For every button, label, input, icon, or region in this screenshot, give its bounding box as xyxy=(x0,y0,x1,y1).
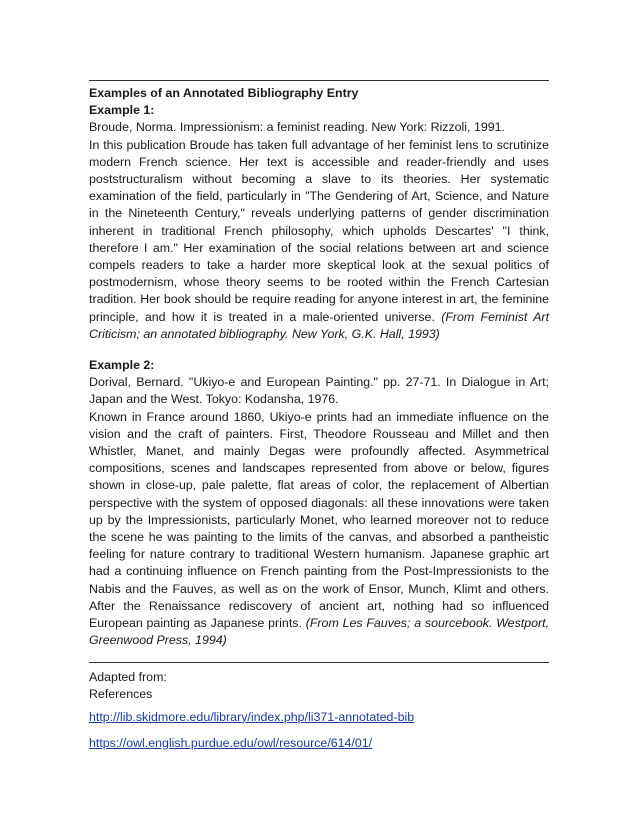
example-2-label: Example 2: xyxy=(89,358,155,373)
adapted-from-label: Adapted from: xyxy=(89,669,167,684)
example-1-source: (From Feminist Art Criticism; an annotated bibliography. New York, G.K. Hall, 1993) xyxy=(89,309,550,341)
example-2-body: Known in France around 1860, Ukiyo-e prints had an immediate influence on the vision and the craft of painters. First, Theodore Rousseau and Millet and then Whistler, Manet, and mainly Degas were profoundly affected. Asymmetrical compositions, scenes and landscapes represented from above or below, figures shown in close-up, pale palette, flat areas of color, the replacement of Albertian perspective with the system of opposed diagonals: all these innovations were taken up by the Impressionists, particularly Monet, who learned moreover not to reduce the scene he was painting to the limits of the canvas, and absorbed a pantheistic feeling for nature contrary to traditional Western humanism. Japanese graphic art had a continuing influence on French painting from the Post-Impressionists to the Nabis and the Fauves, as well as on the work of Ensor, Munch, Klimt and others. After the Renaissance rediscovery of ancient art, nothing had so influenced European painting as Japanese prints. xyxy=(89,409,549,631)
example-2-source: (From Les Fauves; a sourcebook. Westport, Greenwood Press, 1994) xyxy=(89,616,550,648)
reference-link-purdue-owl[interactable]: https://owl.english.purdue.edu/owl/resource/614/01/ xyxy=(89,736,373,751)
example-2-annotation xyxy=(89,409,549,650)
document-heading: Examples of an Annotated Bibliography Entry xyxy=(89,86,359,100)
example-2-citation: Dorival, Bernard. "Ukiyo-e and European Painting." pp. 27-71. In Dialogue in Art; Japan and the West. Tokyo: Kodansha, 1976. xyxy=(89,375,549,407)
reference-link-skidmore[interactable]: http://lib.skidmore.edu/library/index.php/li371-annotated-bib xyxy=(89,709,415,724)
document-body xyxy=(89,80,549,752)
top-divider xyxy=(89,80,549,81)
references-label: References xyxy=(89,686,153,701)
example-1-citation: Broude, Norma. Impressionism: a feminist reading. New York: Rizzoli, 1991. xyxy=(89,120,505,135)
example-1-annotation xyxy=(89,137,549,343)
bottom-divider xyxy=(89,662,549,663)
example-1-body: In this publication Broude has taken full advantage of her feminist lens to scrutinize modern French science. Her text is accessible and reader-friendly and uses poststructuralism without becoming a slave to its theories. Her systematic examination of the field, particularly in "The Gendering of Art, Science, and Nature in the Nineteenth Century," reveals underlying patterns of gender discrimination inherent in traditional French philosophy, which upholds Descartes' "I think, therefore I am." Her examination of the social relations between art and science compels readers to take a harder more skeptical look at the sexual politics of postmodernism, whose theory seems to be rooted within the French Cartesian tradition. Her book should be require reading for anyone interest in art, the feminine principle, and how it is treated in a male-oriented universe. xyxy=(89,137,549,324)
example-1-label: Example 1: xyxy=(89,103,155,118)
